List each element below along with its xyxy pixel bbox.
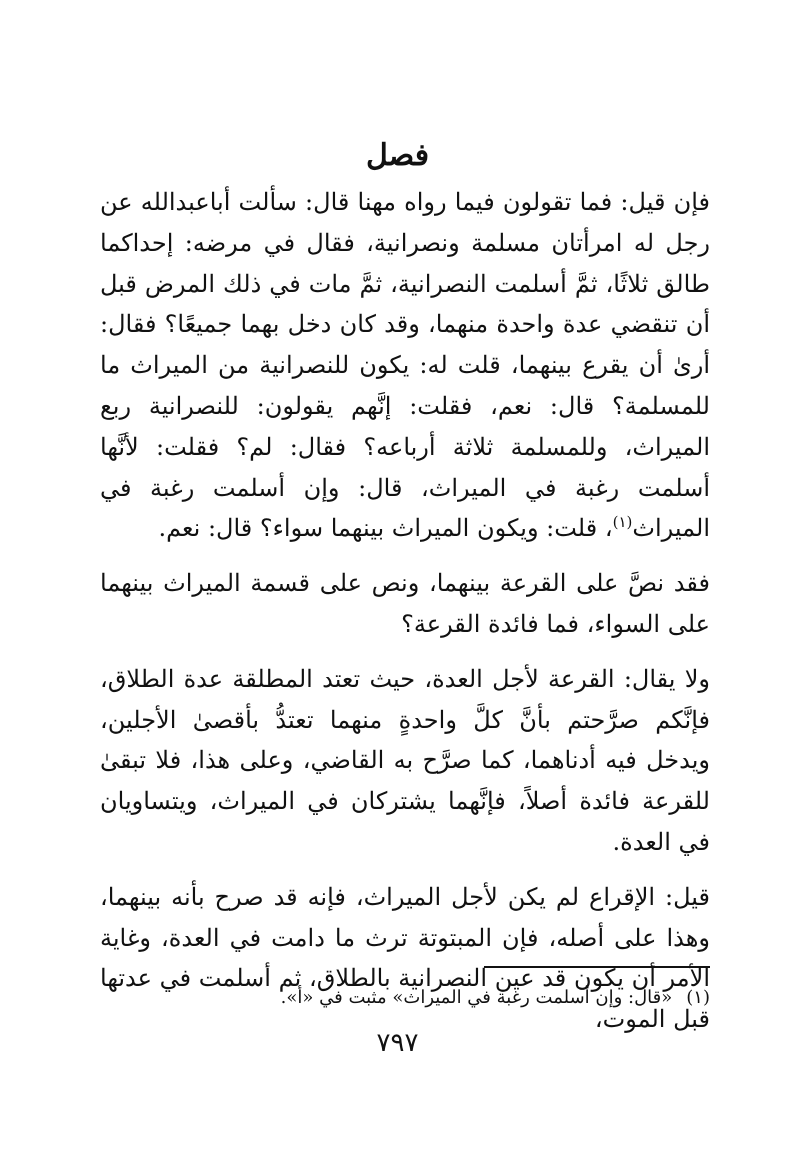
footnote-number: (١)	[686, 987, 710, 1008]
footnote-text: «قال: وإن أسلمت رغبة في الميراث» مثبت في «أ».	[280, 987, 673, 1008]
paragraph-1	[100, 182, 710, 549]
footnote	[100, 984, 710, 1012]
page-number: ٧٩٧	[376, 1028, 419, 1058]
footnote-reference[interactable]: (١)	[612, 513, 633, 532]
paragraph-3: ولا يقال: القرعة لأجل العدة، حيث تعتد المطلقة عدة الطلاق، فإنَّكم صرَّحتم بأنَّ كلَّ واحدةٍ منهما تعتدُّ بأقصىٰ الأجلين، ويدخل فيه أدناهما، كما صرَّح به القاضي، وعلى هذا، فلا تبقىٰ للقرعة فائدة أصلاً، فإنَّهما يشتركان في الميراث، ويتساويان في العدة.	[100, 664, 710, 856]
paragraph-1-continuation: ، قلت: ويكون الميراث بينهما سواء؟ قال: نعم.	[158, 514, 613, 543]
paragraph-4: قيل: الإقراع لم يكن لأجل الميراث، فإنه قد صرح بأنه بينهما، وهذا على أصله، فإن المبتوتة ترث ما دامت في العدة، وغاية الأمر أن يكون قد عين النصرانية بالطلاق، ثم أسلمت في عدتها قبل الموت،	[100, 882, 710, 1034]
paragraph-1-text: فإن قيل: فما تقولون فيما رواه مهنا قال: سألت أباعبدالله عن رجل له امرأتان مسلمة ونصرانية، فقال في مرضه: إحداكما طالق ثلاثًا، ثمَّ أسلمت النصرانية، ثمَّ مات في ذلك المرض قبل أن تنقضي عدة واحدة منهما، وقد كان دخل بهما جميعًا؟ فقال: أرىٰ أن يقرع بينهما، قلت له: يكون للنصرانية من الميراث ما للمسلمة؟ قال: نعم، فقلت: إنَّهم يقولون: للنصرانية ربع الميراث، وللمسلمة ثلاثة أرباعه؟ فقال: لم؟ فقلت: لأنَّها أسلمت رغبة في الميراث، قال: وإن أسلمت رغبة في الميراث	[100, 188, 710, 543]
body-text	[100, 182, 710, 1054]
footnote-separator	[484, 966, 710, 968]
paragraph-2: فقد نصَّ على القرعة بينهما، ونص على قسمة الميراث بينهما على السواء، فما فائدة القرعة؟	[100, 569, 711, 638]
section-title: فصل	[365, 138, 430, 173]
